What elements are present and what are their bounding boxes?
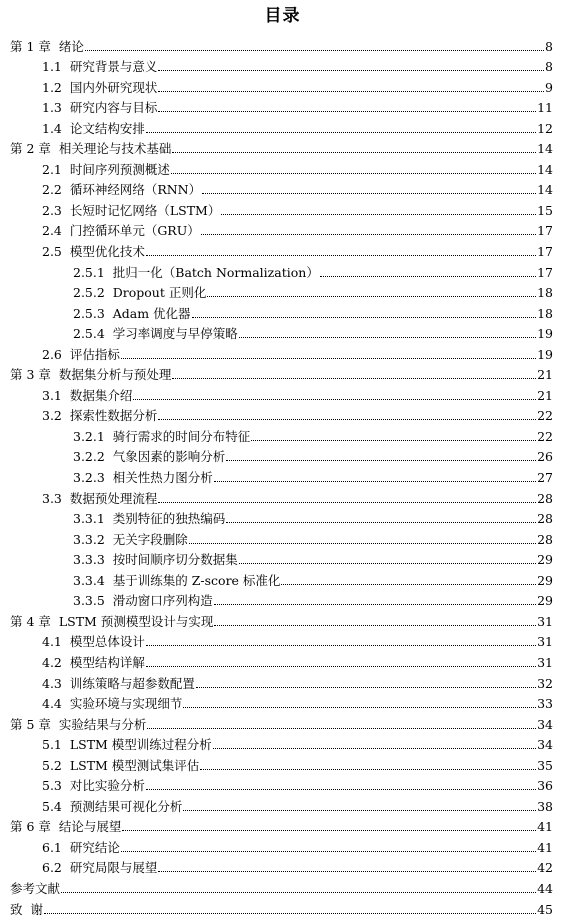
- dot-leader: [146, 666, 536, 667]
- toc-section-entry[interactable]: [0, 649, 565, 670]
- toc-entry-label: 第 2 章 相关理论与技术基础: [10, 141, 172, 157]
- toc-entry-label: 3.1 数据集介绍: [42, 387, 133, 403]
- toc-entry-page-number: 35: [537, 757, 553, 773]
- toc-subsection-entry[interactable]: [0, 506, 565, 527]
- toc-entry-label: 1.4 论文结构安排: [42, 120, 145, 136]
- toc-section-entry[interactable]: [0, 855, 565, 876]
- toc-section-entry[interactable]: [0, 218, 565, 239]
- dot-leader: [196, 687, 536, 688]
- toc-entry-page-number: 22: [537, 428, 553, 444]
- toc-entry-page-number: 38: [537, 798, 553, 814]
- toc-entry-page-number: 34: [537, 716, 553, 732]
- toc-entry-label: 3.2.3 相关性热力图分析: [73, 470, 213, 486]
- dot-leader: [122, 830, 536, 831]
- toc-entry-page-number: 22: [537, 408, 553, 424]
- toc-entry-label: 3.2.2 气象因素的影响分析: [73, 449, 226, 465]
- dot-leader: [85, 50, 544, 51]
- toc-section-entry[interactable]: [0, 752, 565, 773]
- toc-subsection-entry[interactable]: [0, 588, 565, 609]
- toc-entry-label: 3.3.1 类别特征的独热编码: [73, 511, 226, 527]
- toc-chapter-entry[interactable]: [0, 362, 565, 383]
- toc-entry-page-number: 11: [537, 100, 553, 116]
- toc-entry-page-number: 9: [545, 79, 553, 95]
- dot-leader: [200, 769, 536, 770]
- toc-entry-page-number: 8: [545, 59, 553, 75]
- page-title: 目录: [264, 6, 301, 26]
- toc-entry-label: 3.2 探索性数据分析: [42, 408, 158, 424]
- dot-leader: [146, 789, 536, 790]
- toc-chapter-entry[interactable]: [0, 136, 565, 157]
- toc-entry-page-number: 29: [537, 552, 553, 568]
- dot-leader: [146, 132, 536, 133]
- toc-entry-page-number: 15: [537, 202, 553, 218]
- toc-chapter-entry[interactable]: [0, 875, 565, 896]
- toc-entry-label: 4.1 模型总体设计: [42, 634, 145, 650]
- toc-entry-page-number: 14: [537, 182, 553, 198]
- toc-entry-label: 3.3.3 按时间顺序切分数据集: [73, 552, 238, 568]
- dot-leader: [226, 460, 536, 461]
- toc-entry-page-number: 44: [537, 880, 553, 896]
- toc-entry-label: 3.3.2 无关字段删除: [73, 531, 188, 547]
- toc-entry-label: 4.4 实验环境与实现细节: [42, 696, 183, 712]
- toc-entry-label: 4.3 训练策略与超参数配置: [42, 675, 195, 691]
- toc-section-entry[interactable]: [0, 54, 565, 75]
- toc-entry-label: 4.2 模型结构详解: [42, 654, 145, 670]
- toc-entry-label: 6.1 研究结论: [42, 839, 120, 855]
- toc-entry-page-number: 21: [537, 367, 553, 383]
- toc-chapter-entry[interactable]: [0, 33, 565, 54]
- toc-entry-page-number: 28: [537, 511, 553, 527]
- toc-chapter-entry[interactable]: [0, 896, 565, 917]
- toc-entry-label: 1.3 研究内容与目标: [42, 100, 158, 116]
- toc-section-entry[interactable]: [0, 74, 565, 95]
- toc-entry-page-number: 32: [537, 675, 553, 691]
- toc-section-entry[interactable]: [0, 177, 565, 198]
- toc-section-entry[interactable]: [0, 834, 565, 855]
- toc-section-entry[interactable]: [0, 670, 565, 691]
- toc-subsection-entry[interactable]: [0, 423, 565, 444]
- dot-leader: [214, 481, 536, 482]
- toc-entry-label: 参考文献: [10, 880, 61, 896]
- toc-entry-page-number: 36: [537, 778, 553, 794]
- toc-entry-label: 2.5 模型优化技术: [42, 244, 145, 260]
- toc-chapter-entry[interactable]: [0, 711, 565, 732]
- dot-leader: [320, 276, 536, 277]
- toc-entry-page-number: 28: [537, 490, 553, 506]
- dot-leader: [133, 399, 536, 400]
- toc-entry-page-number: 41: [537, 819, 553, 835]
- toc-subsection-entry[interactable]: [0, 259, 565, 280]
- toc-entry-label: 2.4 门控循环单元（GRU）: [42, 223, 200, 239]
- toc-entry-page-number: 42: [537, 860, 553, 876]
- toc-section-entry[interactable]: [0, 403, 565, 424]
- toc-subsection-entry[interactable]: [0, 321, 565, 342]
- toc-entry-label: 5.1 LSTM 模型训练过程分析: [42, 737, 212, 753]
- toc-entry-page-number: 17: [537, 264, 553, 280]
- dot-leader: [202, 193, 536, 194]
- toc-entry-page-number: 31: [537, 613, 553, 629]
- toc-entry-page-number: 45: [537, 901, 553, 917]
- toc-section-entry[interactable]: [0, 115, 565, 136]
- toc-entry-page-number: 18: [537, 305, 553, 321]
- toc-entry-label: 1.2 国内外研究现状: [42, 79, 158, 95]
- toc-entry-label: 6.2 研究局限与展望: [42, 860, 158, 876]
- toc-entry-page-number: 14: [537, 161, 553, 177]
- toc-entry-page-number: 17: [537, 223, 553, 239]
- toc-entry-page-number: 19: [537, 326, 553, 342]
- toc-entry-label: 5.4 预测结果可视化分析: [42, 798, 183, 814]
- toc-entry-label: 2.2 循环神经网络（RNN）: [42, 182, 202, 198]
- toc-entry-label: 第 3 章 数据集分析与预处理: [10, 367, 172, 383]
- toc-section-entry[interactable]: [0, 238, 565, 259]
- toc-chapter-entry[interactable]: [0, 608, 565, 629]
- toc-section-entry[interactable]: [0, 629, 565, 650]
- dot-leader: [158, 502, 536, 503]
- toc-entry-label: 第 5 章 实验结果与分析: [10, 716, 147, 732]
- dot-leader: [171, 173, 536, 174]
- dot-leader: [158, 419, 536, 420]
- toc-entry-label: 5.2 LSTM 模型测试集评估: [42, 757, 200, 773]
- dot-leader: [121, 851, 536, 852]
- toc-entry-label: 致 谢: [10, 901, 43, 917]
- dot-leader: [158, 111, 536, 112]
- toc-entry-label: 3.2.1 骑行需求的时间分布特征: [73, 428, 251, 444]
- dot-leader: [44, 913, 536, 914]
- toc-entry-page-number: 34: [537, 737, 553, 753]
- toc-entry-page-number: 26: [537, 449, 553, 465]
- toc-entry-label: 1.1 研究背景与意义: [42, 59, 158, 75]
- toc-section-entry[interactable]: [0, 793, 565, 814]
- dot-leader: [226, 522, 536, 523]
- dot-leader: [61, 892, 536, 893]
- table-of-contents: [0, 33, 565, 917]
- toc-entry-label: 2.6 评估指标: [42, 346, 120, 362]
- dot-leader: [192, 317, 537, 318]
- dot-leader: [121, 358, 536, 359]
- dot-leader: [281, 584, 536, 585]
- toc-section-entry[interactable]: [0, 732, 565, 753]
- toc-entry-page-number: 21: [537, 387, 553, 403]
- toc-section-entry[interactable]: [0, 95, 565, 116]
- dot-leader: [251, 440, 536, 441]
- toc-entry-label: 2.5.3 Adam 优化器: [73, 305, 191, 321]
- toc-entry-label: 3.3.5 滑动窗口序列构造: [73, 593, 213, 609]
- dot-leader: [183, 810, 536, 811]
- toc-entry-label: 2.5.4 学习率调度与早停策略: [73, 326, 238, 342]
- toc-section-entry[interactable]: [0, 773, 565, 794]
- toc-section-entry[interactable]: [0, 156, 565, 177]
- toc-section-entry[interactable]: [0, 691, 565, 712]
- toc-entry-label: 2.5.1 批归一化（Batch Normalization）: [73, 264, 319, 280]
- toc-section-entry[interactable]: [0, 197, 565, 218]
- toc-entry-label: 第 1 章 绪论: [10, 38, 84, 54]
- toc-subsection-entry[interactable]: [0, 300, 565, 321]
- dot-leader: [172, 152, 536, 153]
- toc-section-entry[interactable]: [0, 382, 565, 403]
- toc-chapter-entry[interactable]: [0, 814, 565, 835]
- dot-leader: [158, 70, 544, 71]
- dot-leader: [214, 625, 536, 626]
- toc-entry-page-number: 33: [537, 696, 553, 712]
- dot-leader: [158, 91, 544, 92]
- toc-entry-page-number: 31: [537, 634, 553, 650]
- dot-leader: [239, 563, 536, 564]
- toc-entry-page-number: 19: [537, 346, 553, 362]
- dot-leader: [207, 296, 536, 297]
- toc-entry-label: 第 4 章 LSTM 预测模型设计与实现: [10, 613, 214, 629]
- toc-entry-page-number: 12: [537, 120, 553, 136]
- dot-leader: [239, 337, 536, 338]
- toc-entry-label: 2.3 长短时记忆网络（LSTM）: [42, 202, 221, 218]
- dot-leader: [213, 748, 536, 749]
- toc-subsection-entry[interactable]: [0, 464, 565, 485]
- toc-entry-page-number: 28: [537, 531, 553, 547]
- dot-leader: [172, 378, 536, 379]
- toc-entry-page-number: 31: [537, 654, 553, 670]
- toc-entry-page-number: 41: [537, 839, 553, 855]
- toc-subsection-entry[interactable]: [0, 526, 565, 547]
- toc-entry-page-number: 18: [537, 285, 553, 301]
- toc-entry-page-number: 29: [537, 593, 553, 609]
- toc-entry-label: 2.5.2 Dropout 正则化: [73, 285, 207, 301]
- dot-leader: [147, 728, 536, 729]
- toc-entry-label: 第 6 章 结论与展望: [10, 819, 122, 835]
- toc-entry-page-number: 8: [545, 38, 553, 54]
- toc-entry-page-number: 17: [537, 244, 553, 260]
- dot-leader: [146, 645, 536, 646]
- dot-leader: [158, 871, 536, 872]
- toc-entry-page-number: 14: [537, 141, 553, 157]
- dot-leader: [214, 604, 536, 605]
- toc-subsection-entry[interactable]: [0, 547, 565, 568]
- toc-section-entry[interactable]: [0, 341, 565, 362]
- dot-leader: [146, 255, 536, 256]
- dot-leader: [221, 214, 536, 215]
- toc-entry-label: 5.3 对比实验分析: [42, 778, 145, 794]
- toc-subsection-entry[interactable]: [0, 280, 565, 301]
- toc-subsection-entry[interactable]: [0, 567, 565, 588]
- toc-entry-label: 2.1 时间序列预测概述: [42, 161, 170, 177]
- toc-entry-label: 3.3.4 基于训练集的 Z-score 标准化: [73, 572, 281, 588]
- toc-section-entry[interactable]: [0, 485, 565, 506]
- toc-entry-label: 3.3 数据预处理流程: [42, 490, 158, 506]
- dot-leader: [201, 234, 536, 235]
- dot-leader: [183, 707, 536, 708]
- toc-entry-page-number: 27: [537, 470, 553, 486]
- toc-entry-page-number: 29: [537, 572, 553, 588]
- dot-leader: [189, 543, 536, 544]
- toc-subsection-entry[interactable]: [0, 444, 565, 465]
